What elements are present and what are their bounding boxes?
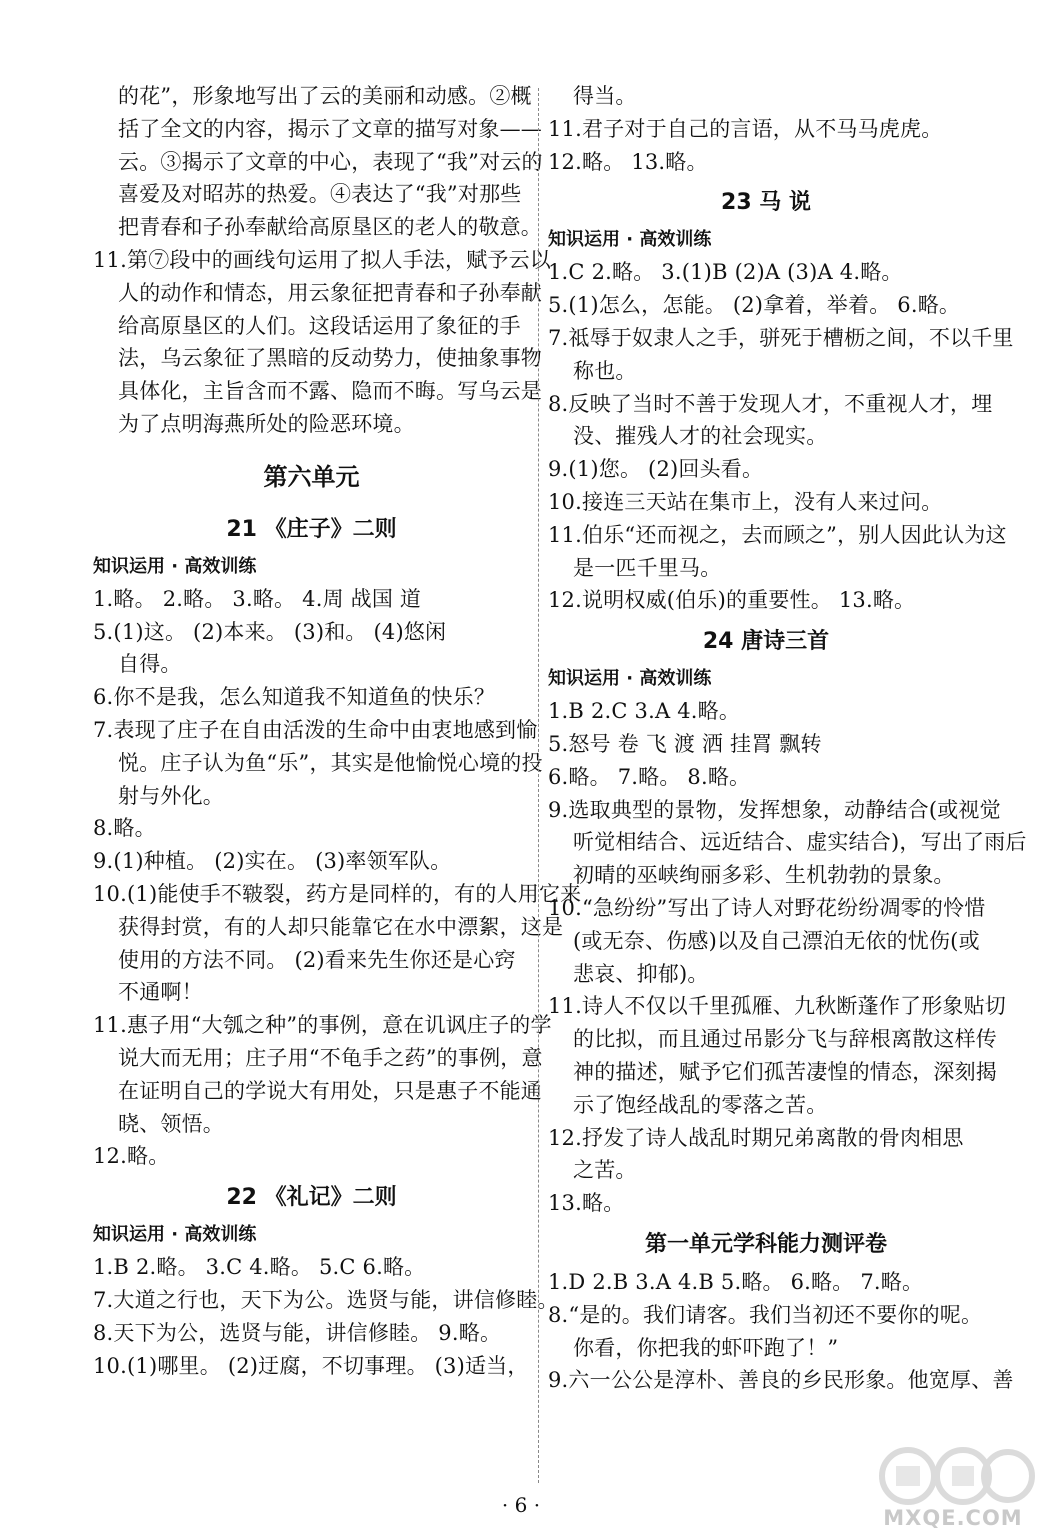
answer-continuation-line: 的比拟，而且通过吊影分飞与辞根离散这样传 <box>573 1027 997 1052</box>
answer-line: 13.略。 <box>548 1191 625 1216</box>
section-subheading: 知识运用 · 高效训练 <box>93 1224 257 1246</box>
answer-line: 5.(1)这。 (2)本来。 (3)和。 (4)悠闲 <box>93 619 447 644</box>
answer-continuation-line: 自得。 <box>118 652 182 677</box>
answer-continuation-line: 括了全文的内容，揭示了文章的描写对象—— <box>118 116 542 141</box>
answer-line: 9.选取典型的景物，发挥想象，动静结合(或视觉 <box>548 797 1001 822</box>
answer-line: 12.抒发了诗人战乱时期兄弟离散的骨肉相思 <box>548 1125 964 1150</box>
answer-continuation-line: 没、摧残人才的社会现实。 <box>573 424 828 449</box>
answer-continuation-line: 为了点明海燕所处的险恶环境。 <box>118 411 415 436</box>
answer-line: 12.说明权威(伯乐)的重要性。 13.略。 <box>548 588 916 613</box>
answer-line: 5.(1)怎么，怎能。 (2)拿着，举着。 6.略。 <box>548 293 961 318</box>
answer-continuation-line: 喜爱及对昭苏的热爱。④表达了“我”对那些 <box>118 182 522 207</box>
answer-line: 6.略。 7.略。 8.略。 <box>548 764 751 789</box>
answer-continuation-line: 云。③揭示了文章的中心，表现了“我”对云的 <box>118 149 543 174</box>
right-column <box>548 80 1027 1397</box>
answer-continuation-line: 神的描述，赋予它们孤苦凄惶的情态，深刻揭 <box>573 1059 997 1084</box>
answer-continuation-line: 是一匹千里马。 <box>573 555 722 580</box>
answer-line: 6.你不是我，怎么知道我不知道鱼的快乐？ <box>93 685 496 710</box>
lesson-heading: 23 马 说 <box>721 190 811 216</box>
lesson-heading: 24 唐诗三首 <box>702 629 830 655</box>
answer-continuation-line: 使用的方法不同。 (2)看来先生你还是心窍 <box>118 947 516 972</box>
answer-line: 1.C 2.略。 3.(1)B (2)A (3)A 4.略。 <box>548 260 903 285</box>
answer-line: 1.D 2.B 3.A 4.B 5.略。 6.略。 7.略。 <box>548 1269 924 1294</box>
answer-line: 8.反映了当时不善于发现人才，不重视人才，埋 <box>548 391 993 416</box>
answer-line: 11.君子对于自己的言语，从不马马虎虎。 <box>548 116 943 141</box>
answer-line: 8.天下为公，选贤与能，讲信修睦。 9.略。 <box>93 1320 502 1345</box>
watermark-text: MXQE.COM <box>883 1506 1023 1530</box>
answer-line: 11.伯乐“还而视之，去而顾之”，别人因此认为这 <box>548 522 1007 547</box>
answer-continuation-line: 射与外化。 <box>118 783 224 808</box>
section-subheading: 知识运用 · 高效训练 <box>548 668 712 690</box>
left-column <box>93 80 582 1382</box>
answer-line: 11.诗人不仅以千里孤雁、九秋断蓬作了形象贴切 <box>548 994 1006 1019</box>
answer-continuation-line: 具体化，主旨含而不露、隐而不晦。写乌云是 <box>118 379 542 404</box>
lesson-heading: 22 《礼记》二则 <box>226 1185 397 1211</box>
answer-continuation-line: 人的动作和情态，用云象征把青春和子孙奉献 <box>118 280 542 305</box>
lesson-heading: 21 《庄子》二则 <box>226 516 397 542</box>
page-number: · 6 · <box>501 1493 541 1517</box>
answer-line: 12.略。 <box>93 1144 170 1169</box>
answer-line: 11.惠子用“大瓠之种”的事例，意在讥讽庄子的学 <box>93 1013 552 1038</box>
answer-continuation-line: 示了饱经战乱的零落之苦。 <box>573 1092 828 1117</box>
answer-continuation-line: 的花”，形象地写出了云的美丽和动感。②概 <box>118 84 532 108</box>
answer-continuation-line: 称也。 <box>573 358 637 383</box>
answer-line: 9.(1)种植。 (2)实在。 (3)率领军队。 <box>93 849 452 874</box>
answer-continuation-line: 你看，你把我的虾吓跑了！” <box>573 1335 839 1360</box>
section-subheading: 知识运用 · 高效训练 <box>548 229 712 251</box>
answer-line: 1.B 2.C 3.A 4.略。 <box>548 699 741 724</box>
watermark-icon <box>868 1440 1038 1510</box>
answer-line: 10.(1)哪里。 (2)迂腐，不切事理。 (3)适当， <box>93 1353 529 1378</box>
answer-continuation-line: 不通啊！ <box>118 980 203 1005</box>
answer-continuation-line: 获得封赏，有的人却只能靠它在水中漂絮，这是 <box>118 914 564 939</box>
answer-line: 9.六一公公是淳朴、善良的乡民形象。他宽厚、善 <box>548 1368 1014 1393</box>
answer-line: 1.略。 2.略。 3.略。 4.周 战国 道 <box>93 586 422 611</box>
section-subheading: 知识运用 · 高效训练 <box>93 555 257 577</box>
answer-continuation-line: 说大而无用；庄子用“不龟手之药”的事例，意 <box>118 1045 543 1070</box>
answer-line: 7.表现了庄子在自由活泼的生命中由衷地感到愉 <box>93 717 538 742</box>
answer-continuation-line: 给高原垦区的人们。这段话运用了象征的手 <box>118 313 521 338</box>
answer-continuation-line: 法，乌云象征了黑暗的反动势力，使抽象事物 <box>118 346 542 371</box>
answer-continuation-line: 得当。 <box>573 84 637 108</box>
answer-line: 10.接连三天站在集市上，没有人来过问。 <box>548 489 943 514</box>
answer-continuation-line: 把青春和子孙奉献给高原垦区的老人的敬意。 <box>118 215 542 240</box>
answer-line: 9.(1)您。 (2)回头看。 <box>548 457 764 482</box>
answer-continuation-line: 悦。庄子认为鱼“乐”，其实是他愉悦心境的投 <box>118 750 543 775</box>
answer-continuation-line: 晓、领悟。 <box>118 1111 224 1136</box>
answer-continuation-line: 听觉相结合、远近结合、虚实结合)，写出了雨后 <box>573 830 1027 855</box>
answer-line: 11.第⑦段中的画线句运用了拟人手法，赋予云以 <box>93 247 551 272</box>
lesson-heading: 第一单元学科能力测评卷 <box>644 1231 887 1257</box>
answer-continuation-line: 在证明自己的学说大有用处，只是惠子不能通 <box>118 1078 542 1103</box>
answer-line: 10.“急纷纷”写出了诗人对野花纷纷凋零的怜惜 <box>548 895 986 920</box>
unit-heading: 第六单元 <box>263 462 360 491</box>
answer-continuation-line: 悲哀、抑郁)。 <box>573 961 709 986</box>
answer-line: 8.“是的。我们请客。我们当初还不要你的呢。 <box>548 1302 983 1327</box>
answer-continuation-line: 初晴的巫峡绚丽多彩、生机勃勃的景象。 <box>573 863 955 888</box>
answer-line: 12.略。 13.略。 <box>548 149 708 174</box>
answer-line: 10.(1)能使手不皲裂，药方是同样的，有的人用它来 <box>93 881 582 906</box>
answer-continuation-line: 之苦。 <box>573 1158 637 1183</box>
answer-line: 8.略。 <box>93 816 156 841</box>
watermark-logo <box>868 1440 1038 1536</box>
answer-line: 5.怒号 卷 飞 渡 洒 挂罥 飘转 <box>548 731 822 756</box>
answer-line: 7.大道之行也，天下为公。选贤与能，讲信修睦。 <box>93 1287 559 1312</box>
answer-line: 7.祗辱于奴隶人之手，骈死于槽枥之间，不以千里 <box>548 325 1014 350</box>
answer-continuation-line: (或无奈、伤感)以及自己漂泊无依的忧伤(或 <box>573 928 980 953</box>
column-divider <box>538 88 539 1483</box>
answer-line: 1.B 2.略。 3.C 4.略。 5.C 6.略。 <box>93 1255 426 1280</box>
